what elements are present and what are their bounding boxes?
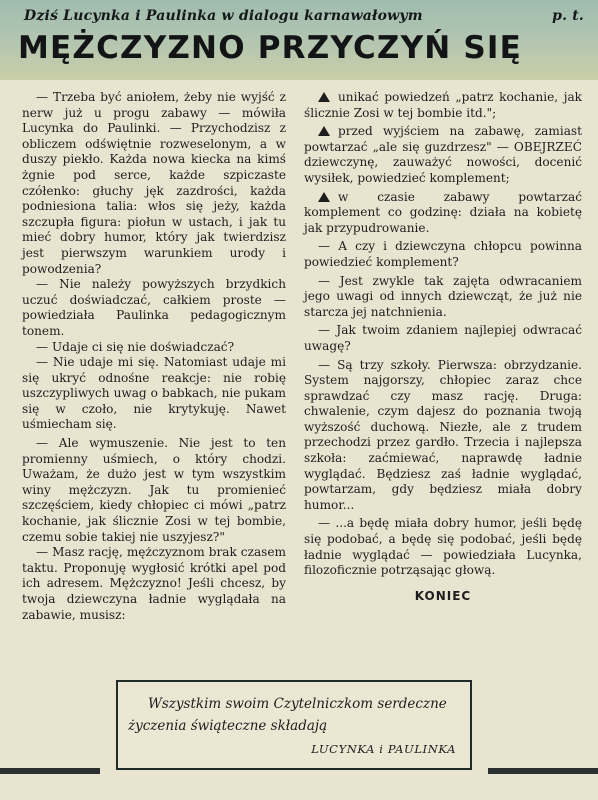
greeting-line: Wszystkim swoim Czytelniczkom serdeczne xyxy=(148,696,447,712)
greeting-line: życzenia świąteczne składają xyxy=(128,718,328,734)
paragraph: — A czy i dziewczyna chłopcu powinna powiedzieć komplement? xyxy=(304,239,582,269)
triangle-bullet-icon xyxy=(318,126,330,136)
right-column xyxy=(304,90,582,604)
bullet-text: przed wyjściem na zabawę, zamiast powtarzać „ale się guzdrzesz" — OBEJRZEĆ dziewczynę, zauważyć nowości, docenić wysiłek, powiedzieć komplement; xyxy=(304,124,582,185)
bullet-text: unikać powiedzeń „patrz kochanie, jak ślicznie Zosi w tej bombie itd."; xyxy=(304,90,582,120)
divider xyxy=(488,768,598,774)
left-column xyxy=(22,90,286,623)
page-title: MĘŻCZYZNO PRZYCZYŃ SIĘ xyxy=(18,30,523,66)
paragraph: — Nie udaje mi się. Natomiast udaje mi się ukryć odnośne reakcje: nie robię uszczypliwych uwag o babkach, nie pukam się w czoło, nie krytykuję. Nawet uśmiecham się. xyxy=(22,355,286,432)
greeting-signature: LUCYNKA i PAULINKA xyxy=(311,742,456,756)
bullet-item xyxy=(304,190,582,237)
triangle-bullet-icon xyxy=(318,192,330,202)
paragraph: — Ale wymuszenie. Nie jest to ten promienny uśmiech, o który chodzi. Uważam, że dużo jest w tym wszystkim winy mężczyzn. Jak tu promienieć szczęściem, kiedy chłopiec ci mówi „patrz kochanie, jak ślicznie Zosi w tej bombie, czemu sobie takiej nie uszyjesz?" xyxy=(22,436,286,544)
kicker-author: p. t. xyxy=(552,8,584,24)
bullet-item xyxy=(304,124,582,186)
kicker-text: Dziś Lucynka i Paulinka w dialogu karnawałowym xyxy=(24,8,423,24)
paragraph: — Jest zwykle tak zajęta odwracaniem jego uwagi od innych dziewcząt, że już nie starcza jej natchnienia. xyxy=(304,273,582,319)
paragraph: — Masz rację, mężczyznom brak czasem taktu. Proponuję wygłosić krótki apel pod ich adresem. Mężczyzno! Jeśli chcesz, by twoja dziewczyna ładnie wyglądała na zabawie, musisz: xyxy=(22,545,286,622)
greeting-box xyxy=(116,680,472,770)
kicker-line xyxy=(24,8,584,24)
paragraph: — Trzeba być aniołem, żeby nie wyjść z nerw już u progu zabawy — mówiła Lucynka do Paulinki. — Przychodzisz z obliczem odświętnie rozweselonym, a w duszy piekło. Każda nowa kiecka na kimś żgnie pod serce, każde szpiczaste czółenko: głuchy jęk zazdrości, każda podniesiona talia: włos się jeży, każda szczupła figura: piołun w ustach, i jak tu mieć dobry humor, który jak twierdzisz jest pierwszym warunkiem urody i powodzenia? xyxy=(22,90,286,276)
header-banner xyxy=(0,0,598,80)
paragraph: — Nie należy powyższych brzydkich uczuć doświadczać, całkiem proste — powiedziała Paulinka pedagogicznym tonem. xyxy=(22,277,286,338)
end-mark: KONIEC xyxy=(414,588,472,603)
paragraph: — Jak twoim zdaniem najlepiej odwracać uwagę? xyxy=(304,323,582,353)
bullet-text: w czasie zabawy powtarzać komplement co godzinę: działa na kobietę jak przypudrowanie. xyxy=(304,189,582,235)
triangle-bullet-icon xyxy=(318,92,330,102)
paragraph: — Są trzy szkoły. Pierwsza: obrzydzanie. System najgorszy, chłopiec zaraz chce sprawdzać czy masz rację. Druga: chwalenie, czym dajesz do poznania twoją wyższość duchową. Niezłe, ale z trudem przechodzi przez gardło. Trzecia i najlepsza szkoła: zaćmiewać, naprawdę ładnie wyglądać. Będziesz zaś ładnie wyglądać, powtarzam, gdy będziesz miała dobry humor... xyxy=(304,357,582,512)
bullet-item xyxy=(304,90,582,121)
paragraph: — ...a będę miała dobry humor, jeśli będę się podobać, a będę się podobać, jeśli będę ładnie wyglądać — powiedziała Lucynka, filozoficznie potrząsając głową. xyxy=(304,516,582,578)
divider xyxy=(0,768,100,774)
paragraph: — Udaje ci się nie doświadczać? xyxy=(36,339,235,354)
